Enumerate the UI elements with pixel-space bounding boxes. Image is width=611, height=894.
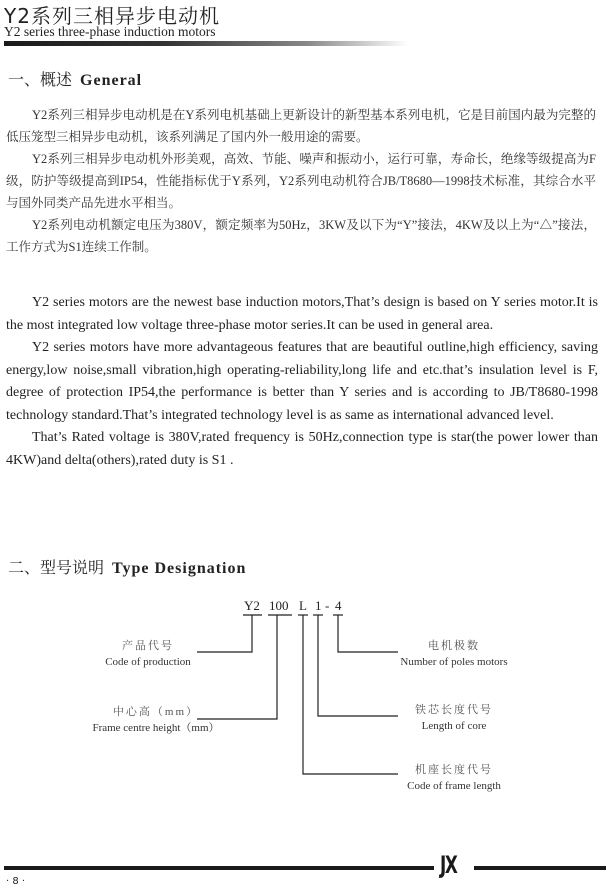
leader-production [197,615,252,652]
code-part-poles: 4 [335,598,342,613]
section-number: 二、型号说明 [8,558,105,577]
paragraph: Y2系列电动机额定电压为380V，额定频率为50Hz，3KW及以下为“Y”接法，4KW及以上为“△”接法，工作方式为S1连续工作制。 [6,218,596,254]
paragraph: That’s Rated voltage is 380V,rated frequency is 50Hz,connection type is star(the power lower than 4KW)and delta(others),rated duty is S1 . [6,430,598,468]
footer-rule-left [4,866,434,870]
paragraph: Y2 series motors are the newest base induction motors,That’s design is based on Y series motor.It is the most integrated low voltage three-phase motor series.It can be used in general area. [6,295,598,333]
paragraph: Y2系列三相异步电动机是在Y系列电机基础上更新设计的新型基本系列电机，它是目前国内最为完整的低压笼型三相异步电动机，该系列满足了国内外一般用途的需要。 [6,108,596,144]
paragraph: Y2 series motors have more advantageous features that are beautiful outline,high efficiency, saving energy,low noise,small vibration,high operating-reliability,long life and etc.that’s insulation level is F, degree of protection IP54,the performance is better than Y series and is according to JB/T8680-1998 technology standard.That’s integrated technology level is as same as international advanced level. [6,340,598,423]
paragraph: Y2系列三相异步电动机外形美观，高效、节能、噪声和振动小，运行可靠，寿命长，绝缘等级提高为F级，防护等级提高到IP54，性能指标优于Y系列，Y2系列电动机符合JB/T8680—1998技术标准，其综合水平与国外同类产品先进水平相当。 [6,152,596,210]
leader-frame-length [303,615,398,774]
document-subtitle: Y2 series three-phase induction motors [4,24,216,39]
company-logo: JX [440,851,457,879]
section-title-en: Type Designation [112,560,247,577]
code-part-centre-height: 100 [269,598,289,613]
code-part-dash: - [325,598,330,613]
label-poles: 电机极数 Number of poles motors [400,640,508,668]
label-core-length: 铁芯长度代号 Length of core [415,704,493,732]
section-number: 一、概述 [8,70,73,89]
code-part-series: Y2 [244,598,260,613]
label-centre-height: 中心高（mm） Frame centre height（mm） [92,706,220,734]
leader-core-length [318,615,398,716]
label-frame-length: 机座长度代号 Code of frame length [407,764,501,792]
footer-rule-right [474,866,606,870]
document-title: Y2系列三相异步电动机 [4,4,220,28]
code-part-frame-length: L [299,598,307,613]
leader-poles [338,615,398,652]
code-part-core-length: 1 [315,598,322,613]
page-number: · 8 · [6,876,26,887]
label-production: 产品代号 Code of production [105,640,191,668]
section-title-en: General [80,72,143,89]
